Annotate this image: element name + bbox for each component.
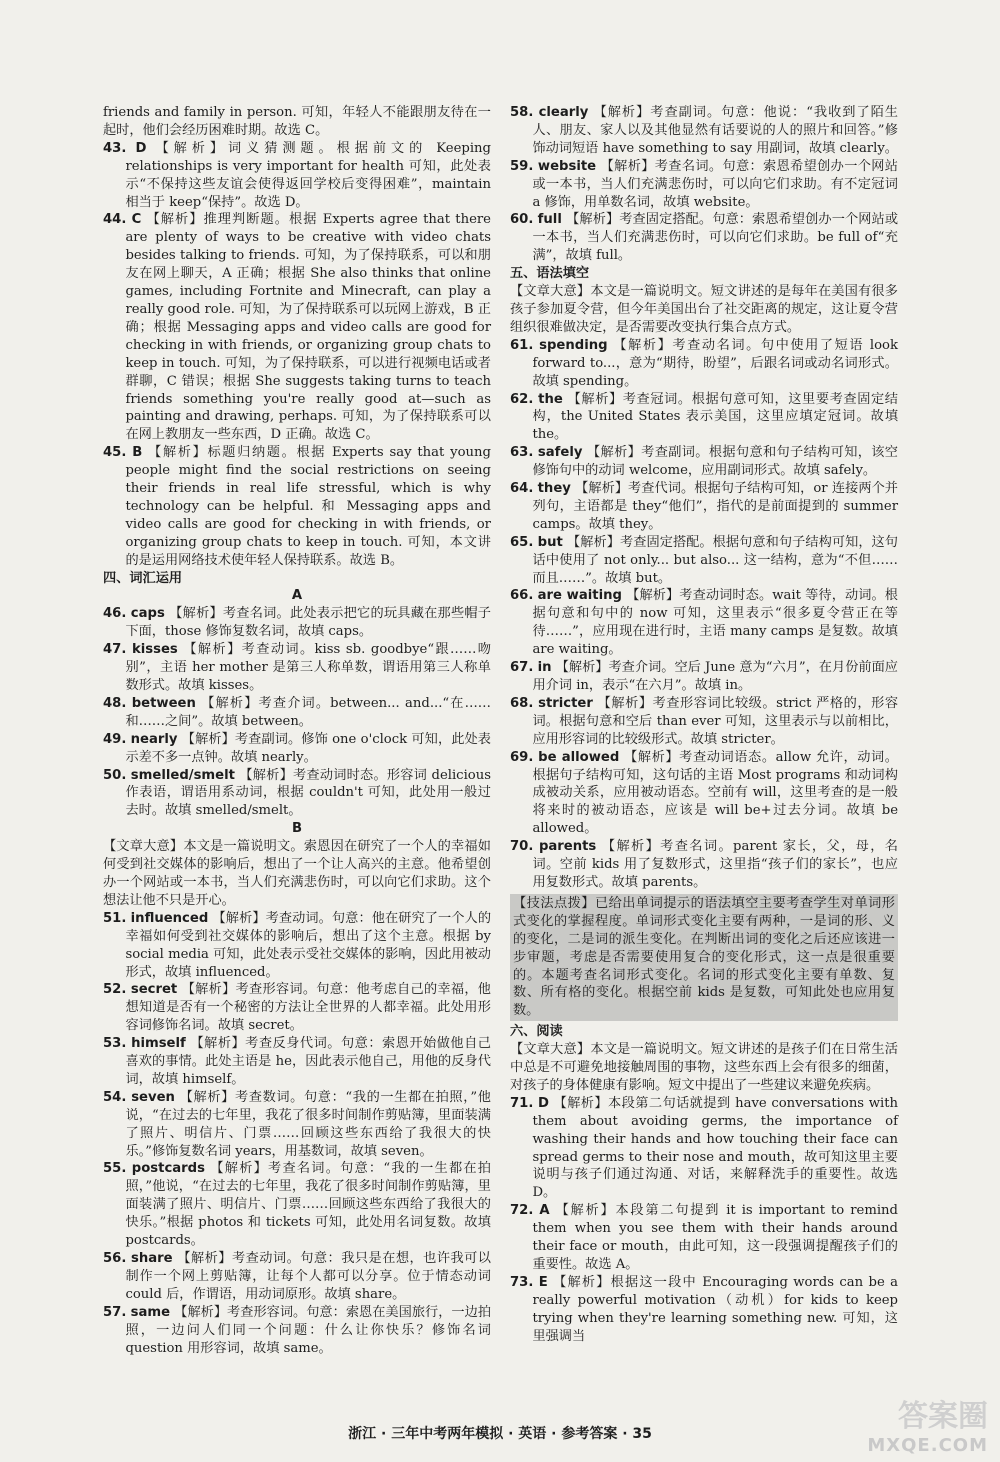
question-number: 61. bbox=[510, 337, 534, 353]
section-heading: 五、语法填空 bbox=[510, 266, 590, 282]
answer-entry bbox=[103, 641, 491, 695]
explanation-text: 【解析】考查代词。根据句子结构可知，or 连接两个并列句，主语都是 they“他们”，指代的是前面提到的 summer camps。故填 they。 bbox=[532, 481, 898, 532]
question-number: 51. bbox=[103, 910, 127, 926]
explanation-text: 【解析】考查形容词。句意：索恩在美国旅行，一边拍照，一边问人们同一个问题：什么让你快乐？修饰名词 question 用形容词，故填 same。 bbox=[125, 1304, 492, 1356]
question-number: 66. bbox=[510, 588, 534, 604]
answer-entry bbox=[103, 1250, 491, 1304]
answer-label: B bbox=[132, 445, 143, 461]
explanation-text: 【解析】考查副词。修饰 one o'clock 可知，此处表示差不多一点钟。故填 nearly。 bbox=[125, 731, 491, 765]
watermark bbox=[867, 1391, 988, 1456]
explanation-text: 【解析】考查副词。根据句意和句子结构可知，该空修饰句中的动词 welcome，应用副词形式。故填 safely。 bbox=[532, 445, 898, 479]
answer-entry bbox=[103, 1160, 491, 1250]
part-label: B bbox=[291, 821, 303, 837]
answer-label: clearly bbox=[538, 105, 589, 120]
question-number: 45. bbox=[103, 445, 127, 461]
explanation-text: 【解析】根据这一段中 Encouraging words can be a really powerful motivation（动机）for kids to keep trying when they're learning something new. 可知，这里强调当 bbox=[532, 1274, 898, 1344]
answer-label: the bbox=[538, 391, 563, 407]
answer-entry bbox=[510, 1202, 898, 1274]
question-number: 55. bbox=[103, 1161, 127, 1177]
explanation-text: 【解析】推理判断题。根据 Experts agree that there are plenty of ways to be creative with video chats besides talking to friends. 可知，为了保持联系，可以和朋友在网上聊天，A 正确；根据 She also thinks that online games, including Fortnite and Minecraft, can play a really good role. 可知，为了保持联系可以玩网上游戏，B 正确；根据 Messaging apps and video calls are good for checking in with friends, or organizing group chats to keep in touch. 可知，为了保持联系，可以进行视频电话或者群聊，C 错误；根据 She suggests taking turns to teach friends something you're really good at—such as painting and drawing, perhaps. 可知，为了保持联系可以在网上教朋友一些东西，D 正确。故选 C。 bbox=[125, 212, 491, 443]
explanation-text: 【解析】考查动名词。句中使用了短语 look forward to...，意为“期待，盼望”，后跟名词或动名词形式。故填 spending。 bbox=[532, 337, 898, 389]
answer-label: smelled/smelt bbox=[130, 767, 235, 783]
answer-label: stricter bbox=[538, 695, 593, 711]
answer-label: safely bbox=[537, 445, 583, 461]
explanation-text: 【解析】考查固定搭配。句意：索恩希望创办一个网站或一本书，当人们充满悲伤时，可以向它们求助。be full of“充满”，故填 full。 bbox=[532, 212, 899, 264]
question-number: 73. bbox=[510, 1274, 534, 1290]
question-number: 67. bbox=[510, 660, 534, 676]
paragraph-text: friends and family in person. 可知，年轻人不能跟朋友待在一起时，他们会经历困难时期。故选 C。 bbox=[103, 105, 491, 138]
page-footer: 浙江 · 三年中考两年模拟 · 英语 · 参考答案 · 35 bbox=[348, 1426, 652, 1442]
answer-entry bbox=[103, 444, 491, 569]
answer-entry bbox=[103, 910, 491, 982]
left-column bbox=[103, 104, 491, 1357]
explanation-text: 【解析】考查形容词比较级。strict 严格的，形容词。根据句意和空后 than ever 可知，这里表示与以前相比，应用形容词的比较级形式。故填 stricter。 bbox=[532, 695, 898, 747]
question-number: 52. bbox=[103, 982, 127, 998]
answer-label: website bbox=[537, 158, 597, 174]
answer-label: same bbox=[130, 1304, 171, 1320]
explanation-text: 【解析】考查动词时态。形容词 delicious 作表语，谓语用系动词，根据 couldn't 可知，此处用一般过去时。故填 smelled/smelt。 bbox=[125, 767, 491, 819]
answer-entry bbox=[510, 211, 898, 265]
answer-label: in bbox=[537, 660, 552, 676]
question-number: 70. bbox=[510, 839, 534, 855]
explanation-text: 【解析】考查副词。句意：他说：“我收到了陌生人、朋友、家人以及其他显然有话要说的人的照片和回答。”修饰动词短语 have something to say 用副词，故填 clearly。 bbox=[532, 105, 898, 156]
answer-label: share bbox=[131, 1251, 173, 1266]
answer-label: E bbox=[538, 1274, 548, 1290]
question-number: 44. bbox=[103, 212, 127, 228]
answer-label: secret bbox=[130, 982, 178, 998]
answer-label: D bbox=[538, 1095, 549, 1111]
answer-entry bbox=[510, 1274, 898, 1346]
answer-label: postcards bbox=[131, 1161, 205, 1177]
answer-entry bbox=[510, 337, 898, 391]
section-heading: 六、阅读 bbox=[510, 1024, 563, 1040]
answer-entry bbox=[510, 749, 898, 839]
explanation-text: 【解析】考查名词。parent 家长，父，母，名词。空前 kids 用了复数形式，这里指“孩子们的家长”，也应用复数形式。故填 parents。 bbox=[532, 839, 898, 890]
answer-label: spending bbox=[539, 337, 608, 353]
answer-label: are waiting bbox=[537, 588, 622, 604]
question-number: 72. bbox=[510, 1203, 534, 1219]
question-number: 58. bbox=[510, 105, 534, 120]
explanation-text: 【解析】考查动词语态。allow 允许，动词。根据句子结构可知，这句话的主语 Most programs 和动词构成被动关系，应用被动语态。空前有 will，这里考查的是一般将来时的被动语态，应该是 will be+过去分词。故填 be allowed。 bbox=[532, 749, 898, 837]
watermark-logo: 答案圈 bbox=[898, 1399, 988, 1434]
answer-entry bbox=[510, 158, 898, 212]
question-number: 64. bbox=[510, 481, 534, 497]
question-number: 69. bbox=[510, 749, 534, 765]
explanation-text: 【解析】考查动词。句意：他在研究了一个人的幸福如何受到社交媒体的影响后，想出了这个主意。根据 by social media 可知，此处表示受社交媒体的影响，因此用被动形式，故填 influenced。 bbox=[125, 910, 492, 980]
answer-entry bbox=[103, 211, 491, 444]
explanation-text: 【解析】考查数词。句意：“我的一生都在拍照，”他说，“在过去的七年里，我花了很多时间制作剪贴簿，里面装满了照片、明信片、门票……回顾这些东西给了我很大的快乐。”修饰复数名词 years，用基数词，故填 seven。 bbox=[125, 1089, 491, 1159]
question-number: 60. bbox=[510, 212, 534, 228]
answer-label: kisses bbox=[131, 642, 178, 658]
question-number: 71. bbox=[510, 1095, 534, 1111]
question-number: 59. bbox=[510, 158, 534, 174]
part-label: A bbox=[291, 588, 303, 604]
explanation-text: 【解析】考查固定搭配。根据句意和句子结构可知，这句话中使用了 not only... but also... 这一结构，意为“不但……而且……”。故填 but。 bbox=[532, 534, 898, 586]
answer-entry bbox=[103, 140, 491, 212]
explanation-text: 【解析】考查反身代词。句意：索恩开始做他自己喜欢的事情。此处主语是 he，因此表示他自己，用他的反身代词，故填 himself。 bbox=[125, 1036, 491, 1087]
answer-label: but bbox=[537, 534, 563, 550]
watermark-url: MXQE.COM bbox=[867, 1435, 988, 1456]
right-column bbox=[510, 104, 898, 1346]
explanation-text: 【解析】词义猜测题。根据前文的 Keeping relationships is very important for health 可知，此处表示“不保持这些友谊会使得返回学校后变得困难”，maintain 相当于 keep“保持”。故选 D。 bbox=[125, 140, 491, 210]
answer-label: C bbox=[131, 212, 142, 228]
answer-entry bbox=[510, 480, 898, 534]
answer-entry bbox=[510, 587, 898, 659]
answer-label: between bbox=[131, 695, 196, 711]
answer-entry bbox=[103, 1035, 491, 1089]
answer-entry bbox=[103, 605, 491, 641]
question-number: 43. bbox=[103, 140, 127, 156]
answer-entry bbox=[103, 731, 491, 767]
explanation-text: 【解析】考查名词。句意：索恩希望创办一个网站或一本书，当人们充满悲伤时，可以向它们求助。有不定冠词 a 修饰，用单数名词，故填 website。 bbox=[532, 158, 898, 210]
explanation-text: 【解析】考查介词。between... and...“在……和……之间”。故填 between。 bbox=[125, 695, 491, 729]
answer-entry bbox=[103, 981, 491, 1035]
question-number: 62. bbox=[510, 391, 534, 407]
answer-entry bbox=[103, 1304, 491, 1358]
question-number: 50. bbox=[103, 767, 127, 783]
answer-entry bbox=[510, 534, 898, 588]
answer-label: influenced bbox=[130, 910, 209, 926]
explanation-text: 【解析】本段第二句提到 it is important to remind them when you see them with their hands around their face or mouth，由此可知，这一段强调提醒孩子们的重要性。故选 A。 bbox=[532, 1203, 898, 1272]
answer-entry bbox=[510, 104, 898, 158]
explanation-text: 【解析】考查名词。句意：“我的一生都在拍照，”他说，“在过去的七年里，我花了很多时间制作剪贴簿，里面装满了照片、明信片、门票……回顾这些东西给了我很大的快乐。”根据 photos 和 tickets 可知，此处用名词复数。故填 postcards。 bbox=[125, 1161, 491, 1249]
question-number: 49. bbox=[103, 731, 127, 747]
answer-entry bbox=[103, 767, 491, 821]
answer-entry bbox=[510, 444, 898, 480]
answer-label: A bbox=[539, 1203, 550, 1219]
technique-tip-box: 【技法点拨】已给出单词提示的语法填空主要考查学生对单词形式变化的掌握程度。单词形式变化主要有两种，一是词的形、义的变化，二是词的派生变化。在判断出词的变化之后还应该进一步审题，考虑是否需要使用复合的变化形式，这一点是很重要的。本题考查名词形式变化。名词的形式变化主要有单数、复数、所有格的变化。根据空前 kids 是复数，可知此处也应用复数。 bbox=[510, 894, 898, 1021]
question-number: 54. bbox=[103, 1089, 127, 1105]
question-number: 65. bbox=[510, 534, 534, 550]
explanation-text: 【解析】标题归纳题。根据 Experts say that young people might find the social restrictions on seeing their friends in real life stressful, which is why technology can be helpful. 和 Messaging apps and video calls are good for checking in with friends, or organizing group chats to keep in touch. 可知，本文讲的是运用网络技术使年轻人保持联系。故选 B。 bbox=[125, 445, 491, 568]
answer-label: nearly bbox=[130, 731, 178, 747]
question-number: 53. bbox=[103, 1036, 127, 1052]
explanation-text: 【解析】考查动词。kiss sb. goodbye“跟……吻别”，主语 her mother 是第三人称单数，谓语用第三人称单数形式。故填 kisses。 bbox=[125, 642, 491, 693]
explanation-text: 【解析】考查形容词。句意：他考虑自己的幸福，他想知道是否有一个秘密的方法让全世界的人都幸福。此处用形容词修饰名词。故填 secret。 bbox=[125, 982, 491, 1034]
explanation-text: 【解析】考查冠词。根据句意可知，这里要考查固定结构，the United States 表示美国，这里应填定冠词。故填 the。 bbox=[532, 391, 898, 443]
question-number: 57. bbox=[103, 1304, 127, 1320]
answer-label: D bbox=[135, 140, 147, 156]
explanation-text: 【解析】考查介词。空后 June 意为“六月”，在月份前面应用介词 in，表示“在六月”。故填 in。 bbox=[532, 660, 898, 693]
question-number: 46. bbox=[103, 606, 127, 622]
answer-entry bbox=[510, 695, 898, 749]
answer-label: full bbox=[537, 212, 562, 228]
paragraph-text: 【文章大意】本文是一篇说明文。短文讲述的是每年在美国有很多孩子参加夏令营，但今年美国出台了社交距离的规定，这让夏令营组织很难做决定，是否需要改变执行集合点方式。 bbox=[510, 284, 898, 335]
question-number: 68. bbox=[510, 695, 534, 711]
explanation-text: 【解析】考查动词。句意：我只是在想，也许我可以制作一个网上剪贴簿，让每个人都可以分享。位于情态动词 could 后，作谓语，用动词原形。故填 share。 bbox=[125, 1251, 491, 1302]
answer-label: caps bbox=[130, 606, 165, 622]
explanation-text: 【解析】本段第二句话就提到 have conversations with them about avoiding germs, the importance of washing their hands and how touching their face can spread germs to their nose and mouth，故可知这里主要说明与孩子们通过沟通、对话，来解释洗手的重要性。故选 D。 bbox=[532, 1095, 898, 1201]
paragraph-text: 【文章大意】本文是一篇说明文。索恩因在研究了一个人的幸福如何受到社交媒体的影响后，想出了一个让人高兴的主意。他希望创办一个网站或一本书，当人们充满悲伤时，可以向它们求助。这个想法让他不只是开心。 bbox=[103, 839, 491, 908]
question-number: 48. bbox=[103, 695, 127, 711]
answer-entry bbox=[510, 1095, 898, 1202]
explanation-text: 【解析】考查名词。此处表示把它的玩具藏在那些帽子下面，those 修饰复数名词，故填 caps。 bbox=[125, 606, 491, 640]
question-number: 47. bbox=[103, 642, 127, 658]
answer-label: parents bbox=[538, 839, 597, 855]
answer-label: seven bbox=[131, 1089, 175, 1105]
explanation-text: 【解析】考查动词时态。wait 等待，动词。根据句意和句中的 now 可知，这里表示“很多夏令营正在等待……”，应用现在进行时，主语 many camps 是复数。故填 are waiting。 bbox=[532, 588, 898, 658]
question-number: 56. bbox=[103, 1251, 127, 1266]
answer-entry bbox=[510, 838, 898, 892]
answer-entry bbox=[510, 391, 898, 445]
paragraph-text: 【文章大意】本文是一篇说明文。短文讲述的是孩子们在日常生活中总是不可避免地接触周围的事物，这些东西上会有很多的细菌，对孩子的身体健康有影响。短文中提出了一些建议来避免疾病。 bbox=[510, 1042, 898, 1093]
section-heading: 四、词汇运用 bbox=[103, 570, 183, 586]
answer-label: they bbox=[537, 481, 571, 497]
question-number: 63. bbox=[510, 445, 534, 461]
answer-entry bbox=[103, 1089, 491, 1161]
answer-label: be allowed bbox=[538, 749, 620, 765]
answer-entry bbox=[510, 659, 898, 695]
answer-entry bbox=[103, 695, 491, 731]
answer-label: himself bbox=[131, 1036, 186, 1052]
